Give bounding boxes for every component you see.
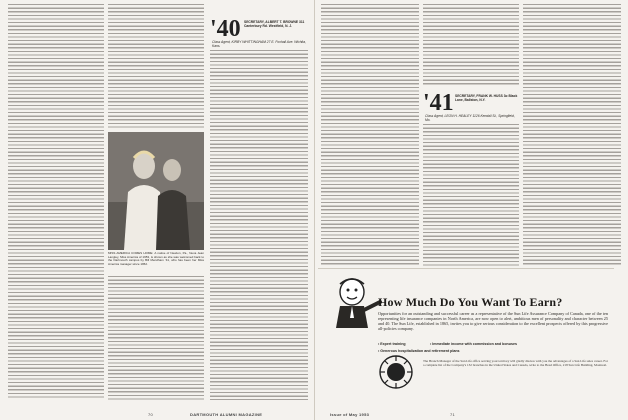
column-text-2b [108,276,204,400]
column-text-3 [210,50,308,400]
column-text-6 [523,4,621,266]
column-text-5b [423,124,519,266]
class-40-numeral: '40 [210,16,241,42]
ad-bullet-3-text: Generous hospitalization and retirement plans [380,349,460,353]
pointing-man-illustration-icon [326,274,382,328]
class-41-heading: SECRETARY, FRANK W. HUSS 3o Black Lane, Ballston, N.Y. [455,94,518,102]
ad-bullet-1-text: Expert training [380,342,406,346]
ad-body: Opportunities for an outstanding and successful career as a representative of the Sun Life Assurance Company of Canada, one of the ten representing life insurance companies in North America, are now open to alert, ambitious men of personality and character between 25 and 40. The Sun Life, established in 1865, invites you to give serious consideration to the excellent prospects offered by this progressive all-policies company. [378,311,608,331]
ad-fine-print: The Branch Manager of the Sun Life office serving your territory will gladly discuss with you the advantages of a Sun Life sales career. For a complete list of the Company's 132 branches in the United States and Canada, write to the Head Office, 218 Sun Life Building, Montreal. [423,359,608,367]
column-text-1 [8,4,104,400]
ad-bullet-1: • Expert training [378,342,406,346]
class-41-subheading: Class Agent, LEON H. HEALEY 1126 Kendall St., Springfield, Mo. [425,114,515,122]
ad-title: How Much Do You Want To Earn? [378,295,563,309]
sun-life-ad [318,268,614,417]
ad-bullet-2-text: Immediate income with commission and bonuses [432,342,517,346]
page-number-right: 71 [450,412,456,417]
ad-bullet-3: • Generous hospitalization and retirement plans [378,349,460,353]
class-40-heading: SECRETARY, ALBERT T. BROWNE 311 Canterbury Rd. Westfield, N. J. [244,20,305,28]
issue-label: Issue of May 1953 [330,412,370,417]
sun-life-logo [378,354,414,390]
class-41-numeral: '41 [423,90,454,116]
ad-bullet-2: • Immediate income with commission and bonuses [430,342,517,346]
miss-america-photo [108,132,204,250]
class-40-subheading: Class Agent, KIRBY WHITTINGHAM 27 E. Foxhall Ave. Wichita, Kans. [212,40,306,48]
page-number-left: 70 [148,412,154,417]
photo-caption: MISS AMERICA COMES HOME: A native of Newton, Pa., Neva Jean Langley, Miss America of 1953, is shown as she was welcomed back to the Dartmouth campus by Bill Mendham '41, who has been her Miss America manager since 1952. [108,251,204,266]
magazine-name: DARTMOUTH ALUMNI MAGAZINE [190,412,263,417]
column-text-5a [423,4,519,86]
column-text-4 [321,4,419,266]
column-text-2 [108,4,204,129]
photo-image [108,132,204,250]
